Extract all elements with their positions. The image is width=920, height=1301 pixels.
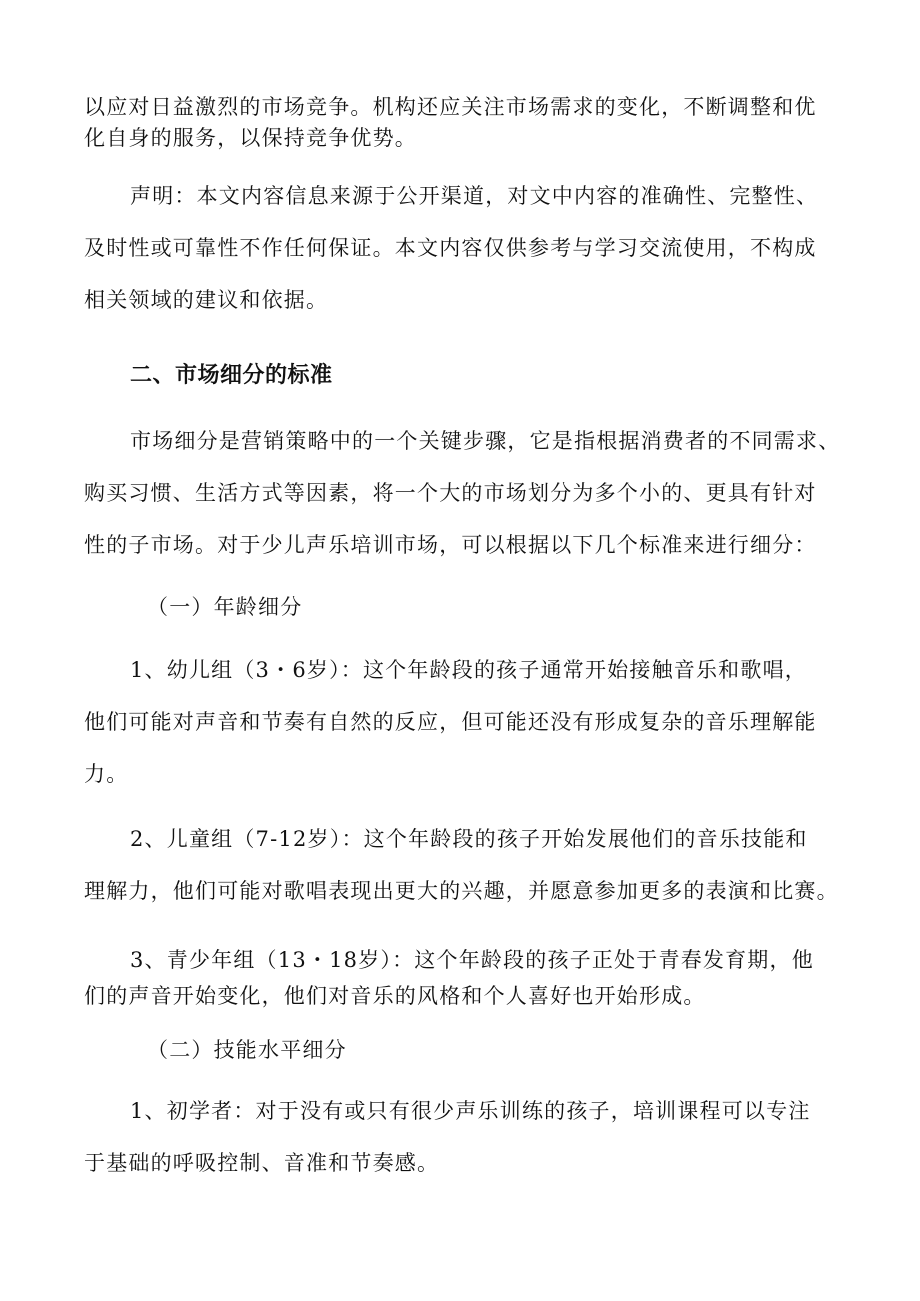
intro-line-3: 性的子市场。对于少儿声乐培训市场，可以根据以下几个标准来进行细分： — [84, 533, 817, 557]
subsection-age-title: （一）年龄细分 — [147, 595, 303, 619]
age-item-1-line-1: 1、幼儿组（3・6岁）：这个年龄段的孩子通常开始接触音乐和歌唱， — [130, 658, 807, 682]
paragraph-1-line-1: 以应对日益激烈的市场竞争。机构还应关注市场需求的变化，不断调整和优 — [84, 95, 817, 119]
intro-line-2: 购买习惯、生活方式等因素，将一个大的市场划分为多个小的、更具有针对 — [84, 481, 817, 505]
paragraph-1-line-2: 化自身的服务，以保持竞争优势。 — [84, 126, 417, 150]
disclaimer-line-2: 及时性或可靠性不作任何保证。本文内容仅供参考与学习交流使用，不构成 — [84, 236, 817, 260]
age-item-2-line-1: 2、儿童组（7-12岁）：这个年龄段的孩子开始发展他们的音乐技能和 — [130, 827, 808, 851]
age-item-3-line-1: 3、青少年组（13・18岁）：这个年龄段的孩子正处于青春发育期，他 — [130, 948, 814, 972]
subsection-skill-title: （二）技能水平细分 — [147, 1038, 347, 1062]
age-item-1-line-3: 力。 — [84, 762, 129, 786]
age-item-3-line-2: 们的声音开始变化，他们对音乐的风格和个人喜好也开始形成。 — [84, 984, 706, 1008]
disclaimer-line-3: 相关领域的建议和依据。 — [84, 288, 329, 312]
intro-line-1: 市场细分是营销策略中的一个关键步骤，它是指根据消费者的不同需求、 — [130, 429, 841, 453]
skill-item-1-line-2: 于基础的呼吸控制、音准和节奏感。 — [84, 1151, 440, 1175]
age-item-1-line-2: 他们可能对声音和节奏有自然的反应，但可能还没有形成复杂的音乐理解能 — [84, 710, 817, 734]
disclaimer-line-1: 声明：本文内容信息来源于公开渠道，对文中内容的准确性、完整性、 — [130, 184, 819, 208]
section-heading: 二、市场细分的标准 — [130, 363, 333, 388]
age-item-2-line-2: 理解力，他们可能对歌唱表现出更大的兴趣，并愿意参加更多的表演和比赛。 — [84, 879, 839, 903]
skill-item-1-line-1: 1、初学者：对于没有或只有很少声乐训练的孩子，培训课程可以专注 — [130, 1099, 811, 1123]
